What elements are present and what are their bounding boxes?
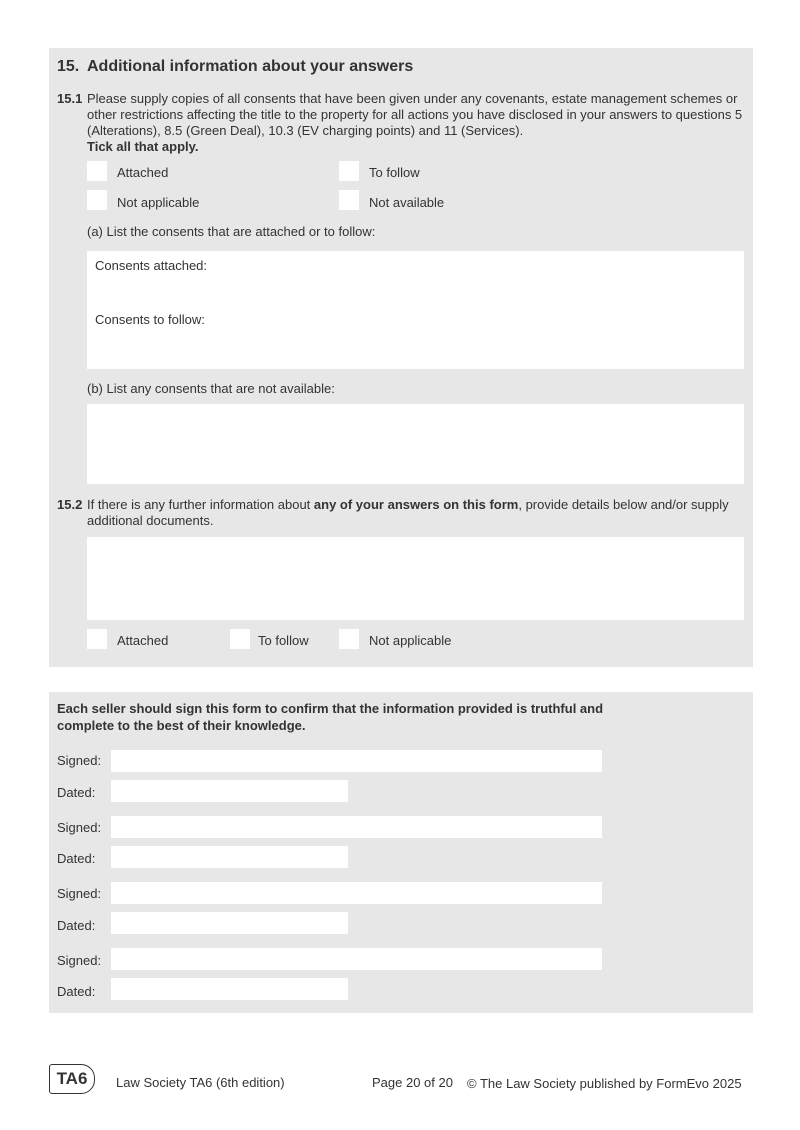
part-a-label: (a) List the consents that are attached or to follow: <box>87 224 376 239</box>
consents-attached-label: Consents attached: <box>95 258 208 273</box>
dated-label-3: Dated: <box>57 918 96 933</box>
question-15-1-instruction: Tick all that apply. <box>87 139 199 154</box>
not-available-consents-textarea[interactable] <box>87 404 744 484</box>
question-15-1-text: Please supply copies of all consents that have been given under any covenants, estate management schemes or other restrictions affecting the title to the property for all actions you have disclosed in your answers to questions 5 (Alterations), 8.5 (Green Deal), 10.3 (EV charging points) and 11 (Services). <box>87 91 743 138</box>
further-information-textarea[interactable] <box>87 537 744 620</box>
question-15-1-number: 15.1 <box>57 91 83 106</box>
q15-2-not-applicable-checkbox[interactable] <box>339 629 359 649</box>
not-applicable-checkbox[interactable] <box>87 190 107 210</box>
question-15-2-number: 15.2 <box>57 497 83 512</box>
q15-2-to-follow-label: To follow <box>258 633 309 648</box>
question-15-2-text-after: , provide details below and/or supply additional documents. <box>87 497 729 528</box>
signed-label-3: Signed: <box>57 886 102 901</box>
section-title <box>57 58 413 76</box>
signed-label-1: Signed: <box>57 753 102 768</box>
dated-label-4: Dated: <box>57 984 96 999</box>
footer-form-name: Law Society TA6 (6th edition) <box>116 1075 285 1090</box>
q15-2-not-applicable-label: Not applicable <box>369 633 452 648</box>
question-15-2-text <box>87 497 749 529</box>
part-b-label: (b) List any consents that are not available: <box>87 381 335 396</box>
dated-field-2[interactable] <box>111 846 348 868</box>
signed-label-2: Signed: <box>57 820 102 835</box>
question-15-2-text-bold: any of your answers on this form <box>313 497 519 512</box>
signed-field-3[interactable] <box>111 882 602 904</box>
signed-field-1[interactable] <box>111 750 602 772</box>
dated-field-1[interactable] <box>111 780 348 802</box>
section-number: 15. <box>57 58 80 75</box>
not-applicable-label: Not applicable <box>117 195 200 210</box>
attached-checkbox[interactable] <box>87 161 107 181</box>
dated-field-4[interactable] <box>111 978 348 1000</box>
section-title-text: Additional information about your answers <box>87 58 414 75</box>
dated-field-3[interactable] <box>111 912 348 934</box>
question-15-2-text-before: If there is any further information about <box>87 497 314 512</box>
signed-field-4[interactable] <box>111 948 602 970</box>
ta6-badge: TA6 <box>49 1064 95 1094</box>
q15-2-attached-checkbox[interactable] <box>87 629 107 649</box>
to-follow-checkbox[interactable] <box>339 161 359 181</box>
q15-2-to-follow-checkbox[interactable] <box>230 629 250 649</box>
consents-to-follow-label: Consents to follow: <box>95 312 205 327</box>
not-available-label: Not available <box>369 195 445 210</box>
footer-copyright: © The Law Society published by FormEvo 2025 <box>467 1076 742 1091</box>
signed-label-4: Signed: <box>57 953 102 968</box>
attached-label: Attached <box>117 165 169 180</box>
footer-page-number: Page 20 of 20 <box>372 1075 453 1090</box>
to-follow-label: To follow <box>369 165 420 180</box>
dated-label-2: Dated: <box>57 851 96 866</box>
dated-label-1: Dated: <box>57 785 96 800</box>
not-available-checkbox[interactable] <box>339 190 359 210</box>
q15-2-attached-label: Attached <box>117 633 169 648</box>
signed-field-2[interactable] <box>111 816 602 838</box>
signatures-intro: Each seller should sign this form to confirm that the information provided is truthful and complete to the best of their knowledge. <box>57 701 604 733</box>
